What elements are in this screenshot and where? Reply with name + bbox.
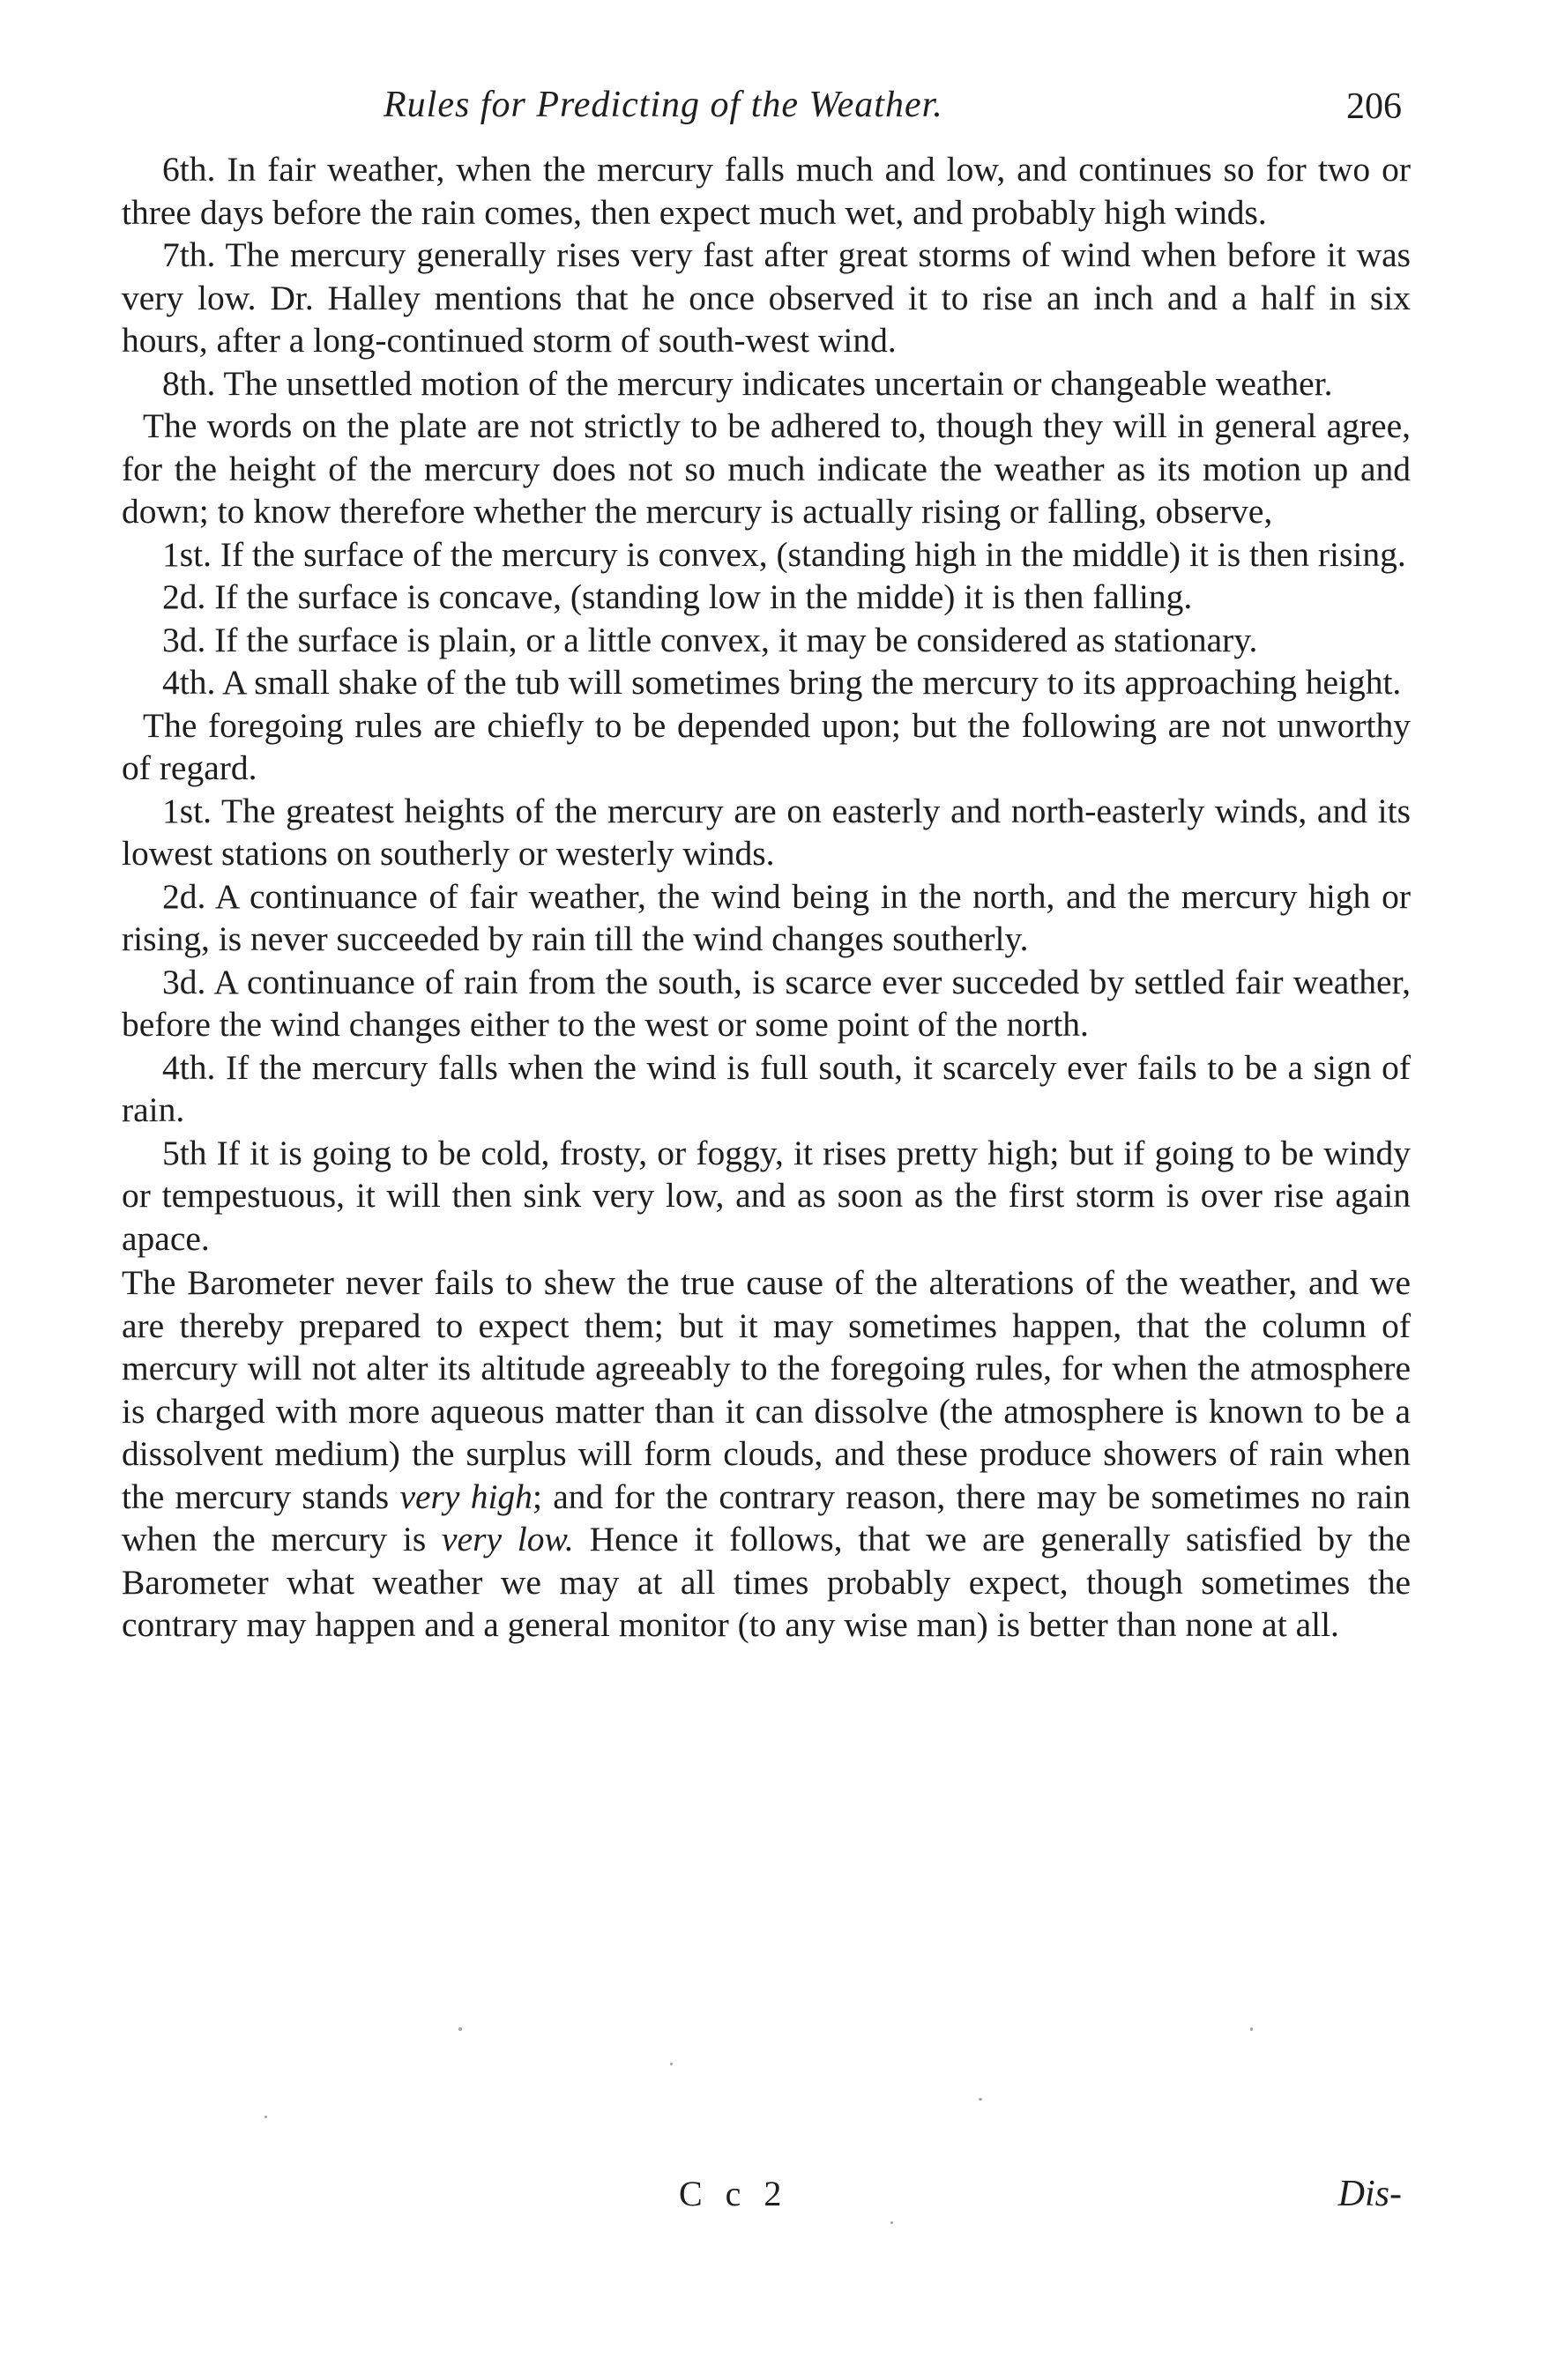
- page-footer: [115, 2173, 1419, 2226]
- print-speck: [458, 2027, 462, 2031]
- rule-7th: 7th. The mercury generally rises very fast after great storms of wind when before it was very low. Dr. Halley mentions that he once observed it to rise an inch and a half in six hours, after a long-continued storm of south-west wind.: [122, 235, 1411, 360]
- foregoing-rules-paragraph: The foregoing rules are chiefly to be depended upon; but the following are not unworthy of regard.: [122, 705, 1411, 787]
- signature-mark: C c 2: [679, 2174, 789, 2213]
- page-number: 206: [1346, 86, 1402, 127]
- catchword: Dis-: [1337, 2174, 1402, 2214]
- surface-rule-2d: 2d. If the surface is concave, (standing low in the midde) it is then falling.: [162, 577, 1193, 616]
- italic-very-high: very high: [399, 1476, 533, 1516]
- barometer-paragraph: [122, 1261, 1411, 1647]
- print-speck: [890, 2221, 893, 2224]
- barometer-text-part1: The Barometer never fails to shew the true cause of the alterations of the weather, and we are thereby prepared to expect them; but it may sometimes happen, that the column of mercury will not alter its altitude agreeably to the foregoing rules, for when the atmosphere is charged with more aqueous matter than it can dissolve (the atmosphere is known to be a dissolvent medium) the surplus will form clouds, and these produce showers of rain when the mercury stands: [122, 1263, 1411, 1516]
- regard-rule-5th: 5th If it is going to be cold, frosty, or foggy, it rises pretty high; but if going to be windy or tempestuous, it will then sink very low, and as soon as the first storm is over rise again apace.: [122, 1133, 1411, 1258]
- body-text: [122, 148, 1411, 1647]
- regard-rule-1st: 1st. The greatest heights of the mercury are on easterly and north-easterly winds, and its lowest stations on southerly or westerly winds.: [122, 791, 1411, 873]
- rule-8th: 8th. The unsettled motion of the mercury indicates uncertain or changeable weather.: [162, 363, 1333, 403]
- print-speck: [1250, 2027, 1253, 2031]
- running-title: Rules for Predicting of the Weather.: [384, 85, 943, 125]
- rule-6th: 6th. In fair weather, when the mercury falls much and low, and continues so for two or three days before the rain comes, then expect much wet, and probably high winds.: [122, 150, 1411, 232]
- surface-rule-4th: 4th. A small shake of the tub will sometimes bring the mercury to its approaching height.: [162, 663, 1402, 702]
- italic-very-low: very low.: [442, 1520, 574, 1558]
- regard-rule-3d: 3d. A continuance of rain from the south, is scarce ever succeded by settled fair weather, before the wind changes either to the west or some point of the north.: [122, 962, 1411, 1044]
- regard-rule-2d: 2d. A continuance of fair weather, the wind being in the north, and the mercury high or rising, is never succeeded by rain till the wind changes southerly.: [122, 876, 1411, 958]
- print-speck: [979, 2098, 982, 2101]
- print-speck: [670, 2063, 673, 2065]
- plate-words-paragraph: The words on the plate are not strictly to be adhered to, though they will in general agree, for the height of the mercury does not so much indicate the weather as its motion up and down; to know therefore whether the mercury is actually rising or falling, observe,: [122, 406, 1411, 531]
- regard-rule-4th: 4th. If the mercury falls when the wind is full south, it scarcely ever fails to be a sign of rain.: [122, 1047, 1411, 1129]
- print-speck: [264, 2116, 267, 2118]
- surface-rule-1st: 1st. If the surface of the mercury is convex, (standing high in the middle) it is then rising.: [162, 534, 1406, 574]
- page-header: [115, 84, 1419, 137]
- barometer-text-part3: Hence it follows, that we are generally satisfied by the Barometer what weather we may at all times probably expect, though sometimes the contrary may happen and a general monitor (to any wise man) is better than none at all.: [122, 1520, 1411, 1644]
- surface-rule-3d: 3d. If the surface is plain, or a little convex, it may be considered as stationary.: [162, 620, 1258, 659]
- barometer-text-part2: ; and for the contrary reason, there may be sometimes no rain when the mercury is: [122, 1476, 1411, 1558]
